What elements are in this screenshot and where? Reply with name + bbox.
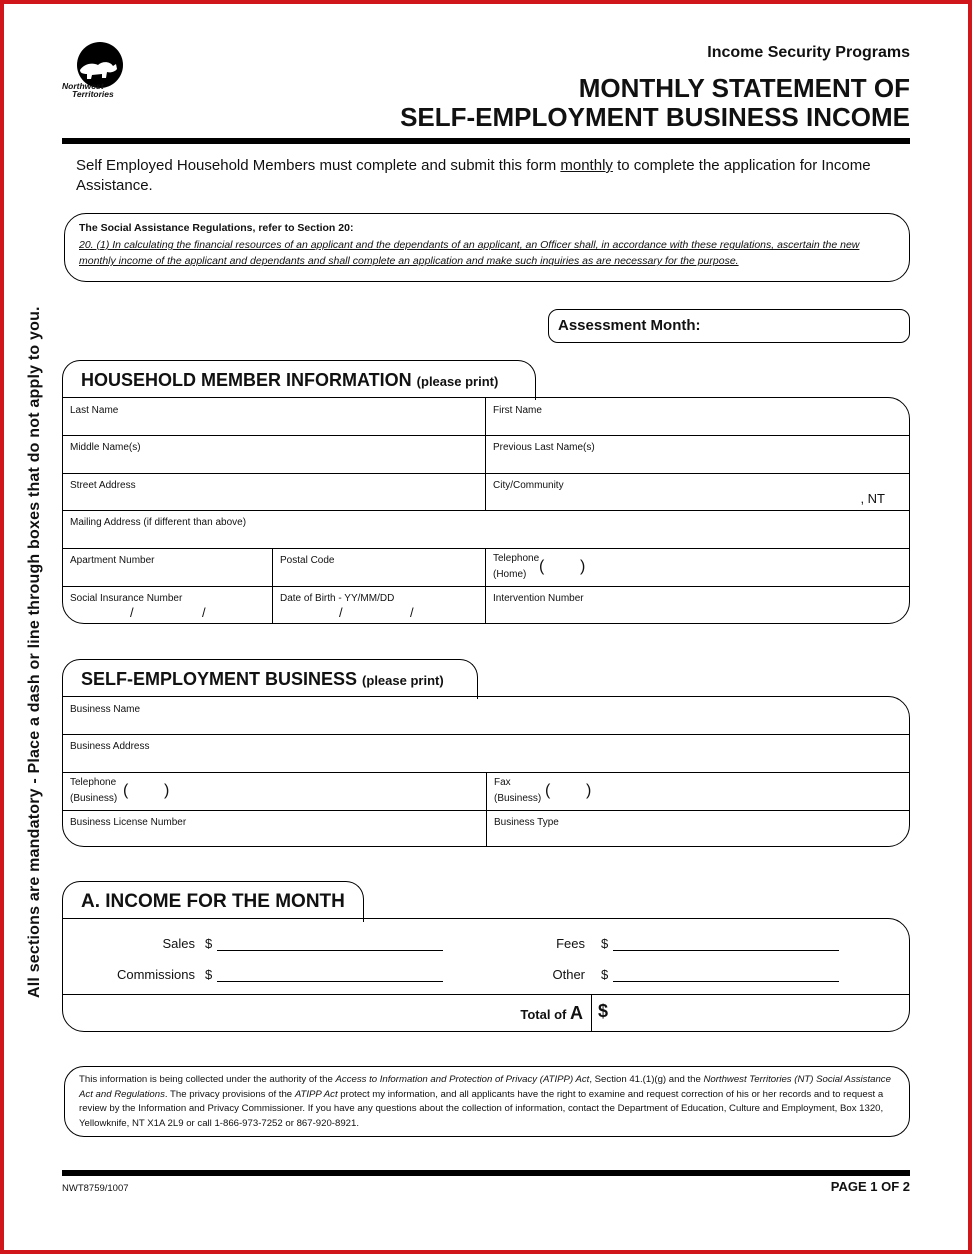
form-title-line-2: SELF-EMPLOYMENT BUSINESS INCOME — [400, 102, 910, 132]
street-address-label: Street Address — [70, 480, 136, 491]
middle-names-field[interactable] — [63, 435, 486, 473]
business-section-tab — [62, 659, 478, 699]
business-telephone-field[interactable] — [63, 772, 487, 810]
commissions-input[interactable] — [217, 981, 443, 982]
postal-code-field[interactable] — [273, 548, 486, 586]
home-telephone-field[interactable] — [486, 548, 909, 586]
business-area-code-open: ( — [123, 782, 129, 799]
first-name-label: First Name — [493, 405, 542, 416]
home-telephone-label — [493, 551, 539, 583]
business-title-note: (please print) — [362, 673, 444, 688]
city-field[interactable] — [486, 473, 909, 510]
business-type-field[interactable] — [487, 810, 909, 847]
previous-last-names-label: Previous Last Name(s) — [493, 442, 595, 453]
street-address-field[interactable] — [63, 473, 486, 510]
logo-text-1: Northwest — [62, 81, 104, 91]
fees-dollar: $ — [601, 936, 609, 951]
intro-after: to complete the application for Income Assistance. — [76, 157, 871, 194]
form-title — [400, 74, 910, 132]
home-telephone-label-2: (Home) — [493, 569, 527, 580]
total-label — [520, 1003, 583, 1024]
income-section-tab — [62, 881, 364, 922]
household-title: HOUSEHOLD MEMBER INFORMATION — [81, 370, 412, 390]
business-telephone-label-2: (Business) — [70, 793, 118, 804]
commissions-label: Commissions — [116, 967, 195, 982]
business-name-field[interactable] — [63, 697, 909, 735]
first-name-field[interactable] — [486, 398, 909, 435]
logo-text-2: Territories — [72, 89, 114, 99]
total-dollar: $ — [598, 1001, 609, 1021]
fax-area-code-open: ( — [545, 782, 551, 799]
sales-dollar: $ — [205, 936, 213, 951]
form-number: NWT8759/1007 — [62, 1183, 129, 1194]
postal-code-label: Postal Code — [280, 555, 335, 566]
dob-separator-1: / — [339, 605, 343, 620]
sales-label: Sales — [162, 936, 195, 951]
privacy-act-3: ATIPP Act — [294, 1088, 338, 1100]
total-separator — [591, 994, 592, 1031]
business-address-field[interactable] — [63, 734, 909, 773]
business-telephone-label — [70, 775, 117, 807]
area-code-open: ( — [539, 558, 545, 575]
business-fax-label-1: Fax — [494, 777, 511, 788]
income-title: A. INCOME FOR THE MONTH — [81, 891, 345, 912]
nwt-logo — [60, 42, 130, 102]
intervention-number-field[interactable] — [486, 586, 909, 624]
home-telephone-label-1: Telephone — [493, 553, 540, 564]
business-type-label: Business Type — [494, 817, 559, 828]
business-name-label: Business Name — [70, 704, 141, 715]
regulation-text: 20. (1) In calculating the financial resources of an applicant and the dependants of an applicant, an Officer shall, in accordance with these regulations, ascertain the new monthly income of the applicant and dependants and shall complete an application and make such inquiries as are necessary for the purpose. — [79, 239, 860, 267]
privacy-text-3: . The privacy provisions of the — [164, 1088, 295, 1100]
sin-field[interactable] — [63, 586, 273, 624]
city-label: City/Community — [493, 480, 564, 491]
city-province-suffix: , NT — [860, 491, 885, 506]
assessment-month-field[interactable] — [548, 309, 910, 343]
page-number: PAGE 1 OF 2 — [830, 1179, 910, 1194]
business-fax-label-2: (Business) — [494, 793, 542, 804]
other-dollar: $ — [601, 967, 609, 982]
regulation-heading: The Social Assistance Regulations, refer to Section 20: — [79, 222, 354, 234]
total-label-letter: A — [570, 1003, 583, 1023]
sin-separator-1: / — [130, 605, 134, 620]
business-box — [62, 696, 910, 847]
total-divider — [63, 994, 909, 995]
household-box — [62, 397, 910, 624]
regulation-box — [64, 213, 910, 282]
privacy-text-1: This information is being collected under the authority of the — [79, 1074, 336, 1085]
intervention-number-label: Intervention Number — [493, 593, 584, 604]
business-area-code-close: ) — [164, 782, 170, 799]
form-title-line-1: MONTHLY STATEMENT OF — [578, 73, 910, 103]
household-title-note: (please print) — [416, 374, 499, 389]
mailing-address-label: Mailing Address (if different than above) — [70, 517, 247, 528]
other-input[interactable] — [613, 981, 839, 982]
business-fax-label — [494, 775, 541, 807]
business-fax-field[interactable] — [487, 772, 909, 810]
privacy-text-2: , Section 41.(1)(g) and the — [589, 1074, 704, 1085]
privacy-act-1: Access to Information and Protection of Privacy (ATIPP) Act — [335, 1074, 590, 1085]
sales-input[interactable] — [217, 950, 443, 951]
date-of-birth-field[interactable] — [273, 586, 486, 624]
side-mandatory-note: All sections are mandatory - Place a dash or line through boxes that do not apply to you. — [26, 306, 43, 998]
business-title: SELF-EMPLOYMENT BUSINESS — [81, 669, 358, 689]
intro-before: Self Employed Household Members must complete and submit this form — [76, 157, 561, 174]
last-name-field[interactable] — [63, 398, 486, 435]
sin-separator-2: / — [202, 605, 206, 620]
privacy-text-4: protect my information, and all applicants have the right to examine and request correction of his or her records and to request a review by the Information and Privacy Commissioner. If you have any questions about the collection of information, contact the Department of Education, Culture and Employment, Box 1320, Yellowknife, NT X1A 2L9 or call 1-866-973-7252 or 867-920-8921. — [79, 1088, 884, 1129]
fees-label: Fees — [556, 936, 585, 951]
last-name-label: Last Name — [70, 405, 119, 416]
business-address-label: Business Address — [70, 741, 150, 752]
privacy-notice — [64, 1066, 910, 1137]
sin-label: Social Insurance Number — [70, 593, 183, 604]
income-box — [62, 918, 910, 1032]
apartment-number-label: Apartment Number — [70, 555, 155, 566]
intro-emphasis: monthly — [560, 157, 613, 174]
privacy-act-2: Northwest Territories (NT) Social Assistance Act and Regulations — [79, 1074, 891, 1100]
business-telephone-label-1: Telephone — [70, 777, 117, 788]
previous-last-names-field[interactable] — [486, 435, 909, 473]
date-of-birth-label: Date of Birth - YY/MM/DD — [280, 593, 395, 604]
other-label: Other — [552, 967, 585, 982]
business-license-field[interactable] — [63, 810, 487, 847]
mailing-address-field[interactable] — [63, 510, 909, 549]
area-code-close: ) — [580, 558, 586, 575]
assessment-month-label: Assessment Month: — [558, 317, 701, 334]
department-name: Income Security Programs — [707, 44, 910, 61]
fax-area-code-close: ) — [586, 782, 592, 799]
fees-input[interactable] — [613, 950, 839, 951]
intro-text — [76, 156, 898, 196]
total-input[interactable] — [598, 1001, 608, 1022]
dob-separator-2: / — [410, 605, 414, 620]
commissions-dollar: $ — [205, 967, 213, 982]
footer-rule — [62, 1170, 910, 1176]
total-label-text: Total of — [520, 1007, 567, 1022]
household-section-tab — [62, 360, 536, 400]
business-license-label: Business License Number — [70, 817, 187, 828]
apartment-number-field[interactable] — [63, 548, 273, 586]
header-rule — [62, 138, 910, 144]
middle-names-label: Middle Name(s) — [70, 442, 141, 453]
